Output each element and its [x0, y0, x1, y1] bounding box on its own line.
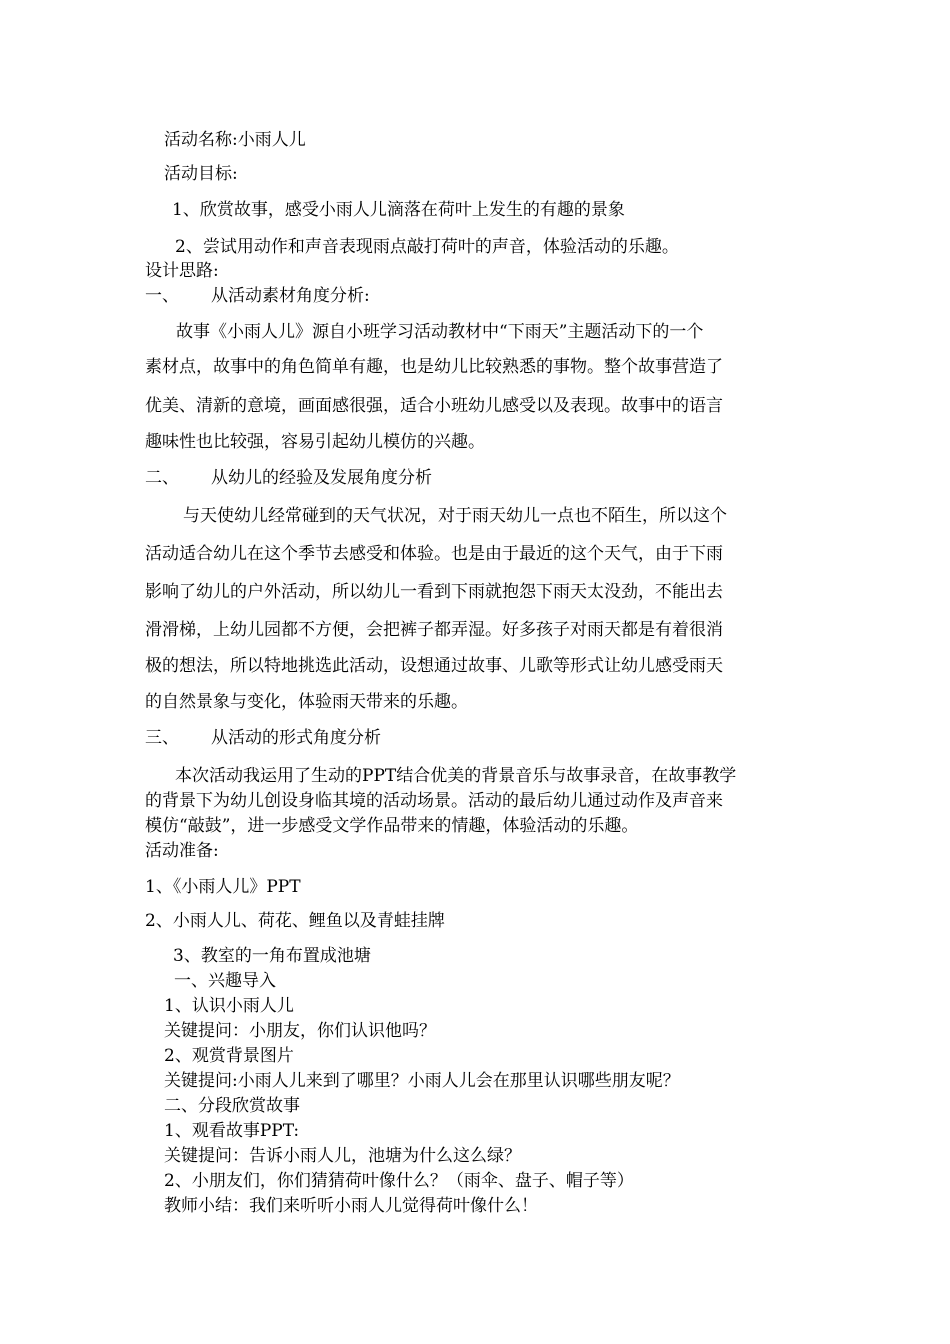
process-line: 教师小结：我们来听听小雨人儿觉得荷叶像什么！ — [164, 1196, 538, 1216]
goal-item: 2、尝试用动作和声音表现雨点敲打荷叶的声音，体验活动的乐趣。 — [175, 237, 679, 257]
prep-item: 2、小雨人儿、荷花、鲤鱼以及青蛙挂牌 — [145, 911, 445, 931]
paragraph-line: 极的想法，所以特地挑选此活动，设想通过故事、儿歌等形式让幼儿感受雨天 — [145, 656, 723, 676]
section-title: 从幼儿的经验及发展角度分析 — [211, 468, 432, 488]
process-line: 1、观看故事PPT: — [164, 1121, 300, 1141]
prep-heading: 活动准备: — [145, 841, 219, 861]
process-heading: 一、兴趣导入 — [174, 971, 276, 991]
paragraph-line: 趣味性也比较强，容易引起幼儿模仿的兴趣。 — [145, 432, 485, 452]
process-line: 2、小朋友们，你们猜猜荷叶像什么？（雨伞、盘子、帽子等） — [164, 1171, 634, 1191]
process-line: 关键提问：告诉小雨人儿，池塘为什么这么绿？ — [164, 1146, 521, 1166]
goal-item: 1、欣赏故事，感受小雨人儿滴落在荷叶上发生的有趣的景象 — [172, 200, 625, 220]
prep-item: 3、教室的一角布置成池塘 — [173, 946, 371, 966]
paragraph-line: 本次活动我运用了生动的PPT结合优美的背景音乐与故事录音，在故事教学 — [175, 766, 737, 786]
section-number: 一、 — [145, 286, 179, 306]
section-number: 二、 — [145, 468, 179, 488]
process-heading: 二、分段欣赏故事 — [164, 1096, 300, 1116]
process-line: 关键提问：小朋友，你们认识他吗？ — [164, 1021, 436, 1041]
paragraph-line: 的自然景象与变化，体验雨天带来的乐趣。 — [145, 692, 468, 712]
paragraph-line: 活动适合幼儿在这个季节去感受和体验。也是由于最近的这个天气，由于下雨 — [145, 544, 723, 564]
paragraph-line: 影响了幼儿的户外活动，所以幼儿一看到下雨就抱怨下雨天太没劲，不能出去 — [145, 582, 723, 602]
section-number: 三、 — [145, 728, 179, 748]
goals-heading: 活动目标: — [164, 164, 238, 184]
process-line: 2、观赏背景图片 — [164, 1046, 294, 1066]
paragraph-line: 模仿“敲鼓”，进一步感受文学作品带来的情趣，体验活动的乐趣。 — [145, 816, 639, 836]
section-title: 从活动素材角度分析: — [211, 286, 370, 306]
paragraph-line: 素材点，故事中的角色简单有趣，也是幼儿比较熟悉的事物。整个故事营造了 — [145, 357, 723, 377]
design-heading: 设计思路: — [145, 261, 219, 281]
section-title: 从活动的形式角度分析 — [211, 728, 381, 748]
paragraph-line: 与天使幼儿经常碰到的天气状况，对于雨天幼儿一点也不陌生，所以这个 — [183, 506, 727, 526]
paragraph-line: 优美、清新的意境，画面感很强，适合小班幼儿感受以及表现。故事中的语言 — [145, 396, 723, 416]
process-line: 关键提问:小雨人儿来到了哪里？小雨人儿会在那里认识哪些朋友呢？ — [164, 1071, 680, 1091]
paragraph-line: 故事《小雨人儿》源自小班学习活动教材中“下雨天”主题活动下的一个 — [176, 322, 704, 342]
paragraph-line: 的背景下为幼儿创设身临其境的活动场景。活动的最后幼儿通过动作及声音来 — [145, 791, 723, 811]
activity-name: 活动名称:小雨人儿 — [164, 130, 306, 150]
prep-item: 1、《小雨人儿》PPT — [145, 877, 301, 897]
paragraph-line: 滑滑梯，上幼儿园都不方便，会把裤子都弄湿。好多孩子对雨天都是有着很消 — [145, 620, 723, 640]
process-line: 1、认识小雨人儿 — [164, 996, 294, 1016]
